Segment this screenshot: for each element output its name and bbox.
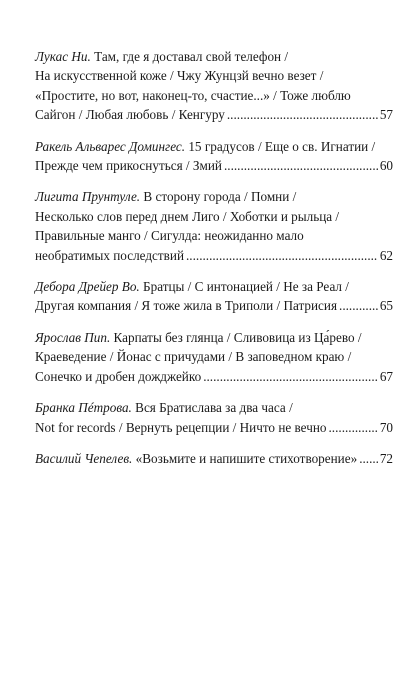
- entry-titles: Вся Братислава за два часа /: [135, 400, 293, 416]
- entry-titles: Карпаты без глянца / Сливовица из Ца́рево /: [113, 329, 362, 345]
- dot-leader: [186, 246, 378, 265]
- entry-titles: Братцы / С интонацией / Не за Реал /: [143, 279, 349, 295]
- entry-titles: Сайгон / Любая любовь / Кенгуру: [35, 107, 225, 123]
- toc-entry-heading: [35, 328, 393, 347]
- entry-titles: «Возьмите и напишите стихотворение»: [135, 450, 358, 466]
- toc-entry: [35, 277, 393, 316]
- entry-last-line: [35, 449, 393, 468]
- author-name: Ярослав Пип.: [35, 329, 111, 345]
- page-number: 72: [379, 450, 393, 466]
- entry-titles: Краеведение / Йонас с причудами / В заповедном краю /: [35, 349, 352, 365]
- entry-titles: Not for records / Вернуть рецепции / Ничто не вечно: [35, 419, 327, 435]
- page-number: 60: [379, 158, 393, 174]
- entry-titles: Прежде чем прикоснуться / Змий: [35, 158, 222, 174]
- toc-entry: [35, 47, 393, 125]
- toc-entry: [35, 328, 393, 386]
- toc-entry-heading: [35, 277, 393, 296]
- toc-entry-heading: [35, 187, 393, 206]
- entry-titles: Несколько слов перед днем Лиго / Хоботки и рыльца /: [35, 208, 340, 224]
- dot-leader: [227, 105, 378, 124]
- dot-leader: [359, 449, 378, 468]
- entry-titles: «Простите, но вот, наконец-то, счастие...» / Тоже люблю: [35, 87, 351, 103]
- page-number: 67: [379, 368, 393, 384]
- entry-last-line: [35, 367, 393, 386]
- toc-entry: [35, 137, 393, 176]
- toc-entry: [35, 449, 393, 468]
- entry-last-line: [35, 246, 393, 265]
- entry-last-line: [35, 156, 393, 175]
- page-number: 62: [379, 247, 393, 263]
- page-number: 65: [379, 298, 393, 314]
- table-of-contents: [35, 47, 393, 480]
- author-name: Лукас Ни.: [35, 49, 91, 64]
- entry-last-line: [35, 418, 393, 437]
- toc-entry-heading: [35, 137, 393, 156]
- entry-titles: 15 градусов / Еще о св. Игнатии /: [188, 138, 376, 154]
- entry-titles: На искусственной коже / Чжу Жунцзй вечно везет /: [35, 68, 324, 84]
- page-number: 70: [379, 419, 393, 435]
- author-name: Бранка Пéтрова.: [35, 400, 132, 416]
- entry-titles: необратимых последствий: [35, 247, 184, 263]
- toc-entry: [35, 398, 393, 437]
- dot-leader: [224, 156, 378, 175]
- page-number: 57: [379, 107, 393, 123]
- entry-last-line: [35, 296, 393, 315]
- toc-entry-heading: [35, 47, 393, 66]
- entry-titles: Там, где я доставал свой телефон /: [94, 49, 289, 64]
- toc-entry-heading: [35, 398, 393, 417]
- toc-entry: [35, 187, 393, 265]
- author-name: Ракель Альварес Домингес.: [35, 138, 186, 154]
- author-name: Дебора Дрейер Во.: [35, 279, 140, 295]
- dot-leader: [329, 418, 378, 437]
- entry-titles: [35, 449, 357, 468]
- author-name: Лигита Прунтуле.: [35, 189, 141, 205]
- entry-titles: Сонечко и дробен дожджейко: [35, 368, 202, 384]
- dot-leader: [339, 296, 378, 315]
- author-name: Василий Чепелев.: [35, 450, 133, 466]
- entry-titles: Другая компания / Я тоже жила в Триполи / Патрисия: [35, 298, 338, 314]
- dot-leader: [203, 367, 378, 386]
- entry-titles: В сторону города / Помни /: [143, 189, 297, 205]
- entry-last-line: [35, 105, 393, 124]
- entry-titles: Правильные манго / Сигулда: неожиданно мало: [35, 228, 304, 244]
